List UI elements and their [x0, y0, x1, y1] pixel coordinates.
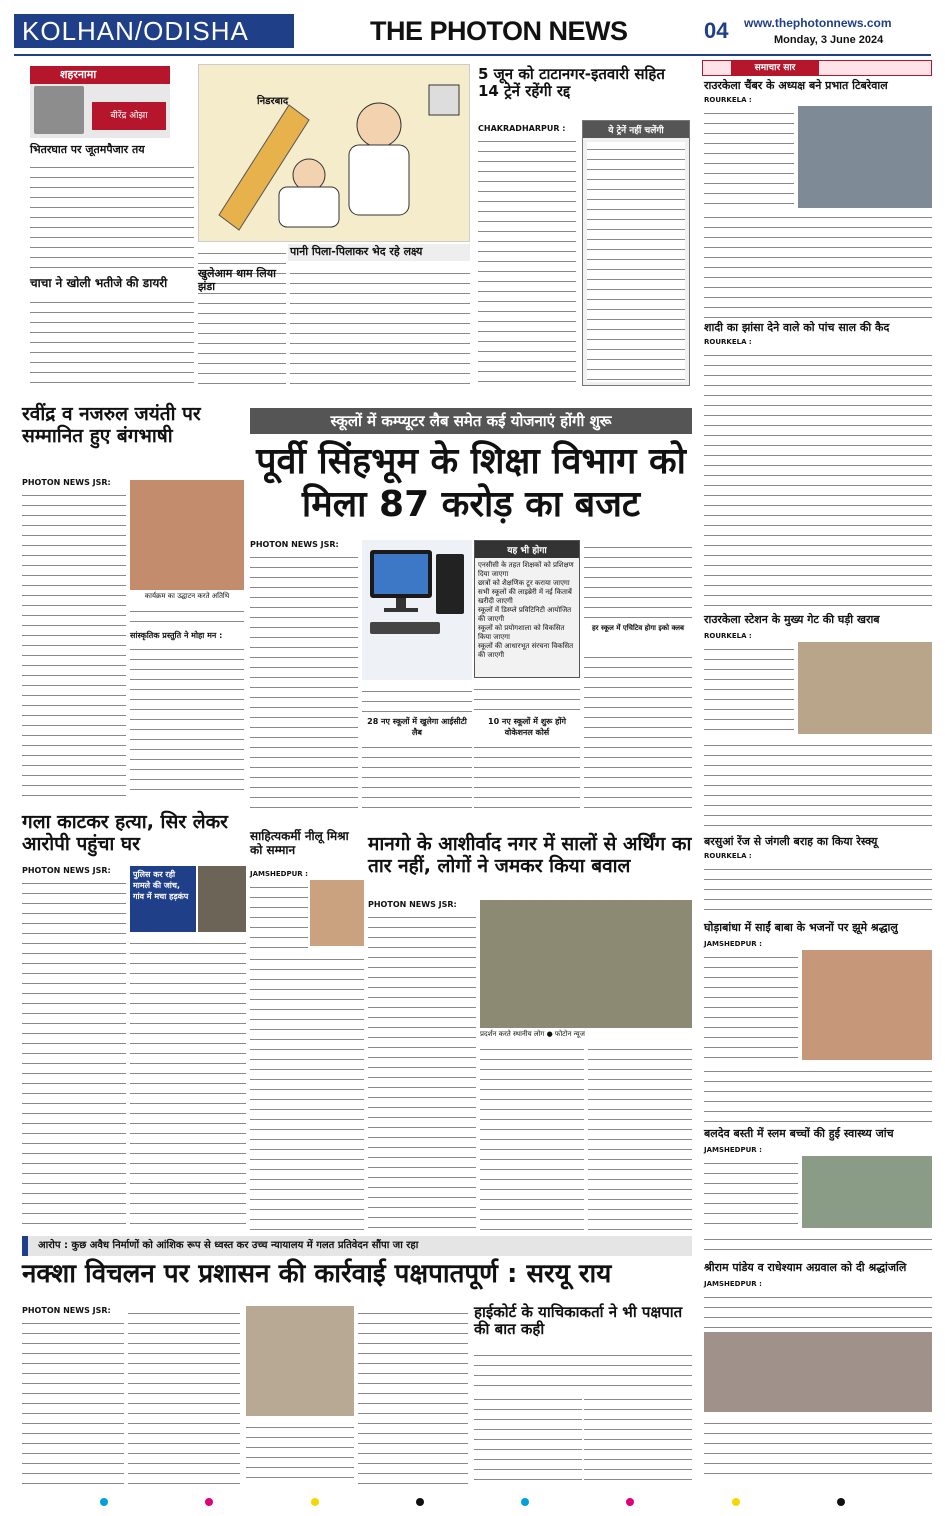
murder-callout: पुलिस कर रही मामले की जांच, गांव में मचा हड़कंप [130, 866, 196, 932]
poet-dateline: JAMSHEDPUR : [250, 870, 308, 878]
education-box-item: एनसीसी के तहत शिक्षकों को प्रशिक्षण दिया जाएगा [478, 561, 574, 578]
column-headline-4: पानी पिला-पिलाकर भेद रहे लक्ष्य [288, 244, 470, 261]
column-body-4 [290, 266, 470, 386]
education-box-item: छात्रों को शैक्षणिक टूर कराया जाएगा [478, 579, 570, 587]
sidebar-item-3-body-a [704, 642, 794, 734]
column-body-1 [30, 160, 194, 272]
poet-photo [310, 880, 364, 946]
sidebar-item-3-body-b [704, 738, 932, 832]
black-swatch [416, 1498, 424, 1506]
mango-photo [480, 900, 692, 1028]
saryu-body-f [474, 1392, 582, 1486]
education-kicker: स्कूलों में कम्प्यूटर लैब समेत कई योजनाएं होंगी शुरू [250, 408, 692, 434]
murder-dateline: PHOTON NEWS JSR: [22, 866, 111, 875]
education-caption-1: 28 नए स्कूलों में खुलेगा आईसीटी लैब [367, 717, 467, 737]
poet-body-a [250, 880, 308, 950]
sidebar-title: समाचार सार [731, 61, 819, 75]
column-headline-3: खुलेआम थाम लिया झंडा [198, 267, 276, 293]
murder-body-a [22, 876, 126, 1230]
mango-body-c [588, 1042, 692, 1230]
sidebar-title-bar [702, 60, 932, 76]
sidebar-item-5-headline: घोड़ाबांधा में साईं बाबा के भजनों पर झूमे श्रद्धालु [704, 921, 898, 934]
saryu-dateline: PHOTON NEWS JSR: [22, 1306, 111, 1315]
tagore-body-b [130, 604, 244, 628]
saryu-body-a [22, 1316, 124, 1486]
sidebar-item-2-headline: शादी का झांसा देने वाले को पांच साल की कैद [704, 321, 890, 334]
cyan-swatch [521, 1498, 529, 1506]
masthead: THE PHOTON NEWS [370, 16, 628, 46]
column-badge [30, 66, 170, 138]
education-box-item: स्कूलों को प्रयोगशाला को विकसित किया जाएगा [478, 624, 565, 641]
tagore-body-c [130, 642, 244, 798]
sidebar-item-5-photo [802, 950, 932, 1060]
saryu-headline: नक्शा विचलन पर प्रशासन की कार्रवाई पक्षपातपूर्ण : सरयू राय [22, 1259, 612, 1289]
sidebar-item-4-headline: बरसुआं रेंज से जंगली बराह का किया रेस्क्यू [704, 835, 878, 848]
computer-illustration [362, 540, 472, 680]
trains-box-title: ये ट्रेनें नहीं चलेंगी [583, 121, 689, 138]
black-swatch [837, 1498, 845, 1506]
education-body-b [362, 684, 472, 714]
sidebar-item-3-photo [798, 642, 932, 734]
mango-headline: मानगो के आशीर्वाद नगर में सालों से अर्थिंग का तार नहीं, लोगों ने जमकर किया बवाल [368, 833, 692, 877]
sidebar-item-6-headline: बलदेव बस्ती में स्लम बच्चों की हुई स्वास्थ्य जांच [704, 1127, 894, 1140]
mango-caption: प्रदर्शन करते स्थानीय लोग ● फोटोन न्यूज [480, 1030, 585, 1038]
cyan-swatch [100, 1498, 108, 1506]
mango-body-b [480, 1042, 584, 1230]
page-number: 04 [704, 18, 729, 43]
sidebar-item-3-headline: राउरकेला स्टेशन के मुख्य गेट की घड़ी खराब [704, 613, 880, 626]
computer-icon [362, 540, 472, 680]
education-body-e [474, 740, 580, 812]
tagore-body-a [22, 488, 126, 798]
education-box-list [475, 558, 579, 663]
saryu-body-b [128, 1306, 240, 1486]
cartoon-drawing [199, 65, 471, 243]
education-headline: पूर्वी सिंहभूम के शिक्षा विभाग को मिला 87 करोड़ का बजट [256, 441, 686, 526]
saryu-photo [246, 1306, 354, 1416]
sidebar-item-1-body-a [704, 106, 794, 206]
sidebar-item-2-dateline: ROURKELA : [704, 338, 752, 346]
website-link[interactable]: www.thephotonnews.com [744, 16, 892, 30]
education-box [474, 540, 580, 678]
saryu-body-d [358, 1306, 468, 1486]
sidebar-item-1-dateline: ROURKELA : [704, 96, 752, 104]
tagore-photo [130, 480, 244, 590]
cartoon-caption: निडरबाद [257, 96, 289, 107]
header-rule [14, 54, 931, 56]
murder-photo [198, 866, 246, 932]
author-photo [34, 86, 84, 134]
registration-marks [100, 1498, 845, 1508]
tagore-caption: कार्यक्रम का उद्घाटन करते अतिथि [144, 592, 230, 600]
saryu-body-c [246, 1420, 354, 1486]
sidebar-item-6-body-a [704, 1156, 798, 1228]
magenta-swatch [205, 1498, 213, 1506]
sidebar-item-2-body [704, 348, 932, 610]
issue-date: Monday, 3 June 2024 [774, 34, 884, 46]
sidebar-item-7-body-a [704, 1290, 932, 1328]
sidebar-item-6-photo [802, 1156, 932, 1228]
saryu-body-g [584, 1392, 692, 1486]
education-body-c [362, 740, 472, 812]
column-label: शहरनामा [30, 66, 170, 84]
sidebar-item-7-photo [704, 1332, 932, 1412]
education-caption-2: 10 नए स्कूलों में शुरू होंगे वोकेशनल कोर्स [488, 717, 566, 737]
magenta-swatch [626, 1498, 634, 1506]
education-box-item: स्कूलों की आधारभूत संरचना विकसित की जाएगी [478, 642, 574, 659]
column-headline-2: चाचा ने खोली भतीजे की डायरी [30, 276, 168, 290]
education-box-title: यह भी होगा [475, 541, 579, 558]
section-label: KOLHAN/ODISHA [14, 14, 294, 48]
column-headline-1: भितरघात पर जूतमपैजार तय [30, 143, 145, 156]
cartoon [198, 64, 470, 242]
yellow-swatch [732, 1498, 740, 1506]
saryu-body-e [474, 1348, 692, 1388]
poet-body-b [250, 952, 364, 1230]
trains-dateline: CHAKRADHARPUR : [478, 124, 566, 133]
yellow-swatch [311, 1498, 319, 1506]
sidebar-item-5-body-b [704, 1064, 932, 1124]
sidebar-item-6-dateline: JAMSHEDPUR : [704, 1146, 762, 1154]
education-box-item: सभी स्कूलों की लाइब्रेरी में नई किताबें खरीदी जाएगी [478, 588, 572, 605]
education-body-d [474, 682, 580, 712]
sidebar-item-3-dateline: ROURKELA : [704, 632, 752, 640]
sidebar-item-7-headline: श्रीराम पांडेय व राधेश्याम अग्रवाल को दी श्रद्धांजलि [704, 1261, 907, 1274]
trains-box [582, 120, 690, 386]
murder-body-b [130, 936, 246, 1230]
murder-headline: गला काटकर हत्या, सिर लेकर आरोपी पहुंचा घर [22, 811, 228, 855]
education-body-a [250, 550, 358, 812]
tagore-subhead: सांस्कृतिक प्रस्तुति ने मोहा मन : [130, 631, 223, 640]
mango-body-a [368, 910, 476, 1230]
sidebar-item-7-dateline: JAMSHEDPUR : [704, 1280, 762, 1288]
education-body-f [584, 540, 692, 622]
sidebar-item-6-body-b [704, 1232, 932, 1258]
education-box-item: स्कूलों में डिस्प्ले प्रविटिनिटी आयोजित की जाएगी [478, 606, 572, 623]
trains-headline: 5 जून को टाटानगर-इतवारी सहित 14 ट्रेनें रहेंगी रद्द [478, 65, 665, 101]
sidebar-item-4-body [704, 862, 932, 918]
sidebar-item-5-body-a [704, 950, 798, 1060]
sidebar-item-4-dateline: ROURKELA : [704, 852, 752, 860]
tagore-dateline: PHOTON NEWS JSR: [22, 478, 111, 487]
education-dateline: PHOTON NEWS JSR: [250, 540, 339, 549]
sidebar-item-1-body-b [704, 210, 932, 320]
trains-list [587, 142, 685, 382]
mango-dateline: PHOTON NEWS JSR: [368, 900, 457, 909]
poet-headline: साहित्यकर्मी नीलू मिश्रा को सम्मान [250, 829, 349, 857]
sidebar-item-7-body-b [704, 1416, 932, 1476]
saryu-kicker: आरोप : कुछ अवैध निर्माणों को आंशिक रूप से ध्वस्त कर उच्च न्यायालय में गलत प्रतिवेदन सौंपा जा रहा [22, 1236, 692, 1256]
author-name: बीरेंद्र ओझा [92, 102, 166, 130]
sidebar-item-1-headline: राउरकेला चैंबर के अध्यक्ष बने प्रभात टिबरेवाल [704, 79, 888, 92]
education-body-g [584, 650, 692, 812]
education-caption-3: हर स्कूल में एचिटिव होगा इको क्लब [591, 624, 685, 632]
sidebar-item-1-photo [798, 106, 932, 208]
column-body-2 [30, 295, 194, 387]
saryu-subhead: हाईकोर्ट के याचिकाकर्ता ने भी पक्षपात की बात कही [474, 1303, 683, 1339]
sidebar-item-5-dateline: JAMSHEDPUR : [704, 940, 762, 948]
tagore-headline: रवींद्र व नजरुल जयंती पर सम्मानित हुए बंगभाषी [22, 403, 201, 447]
trains-body [478, 134, 576, 386]
